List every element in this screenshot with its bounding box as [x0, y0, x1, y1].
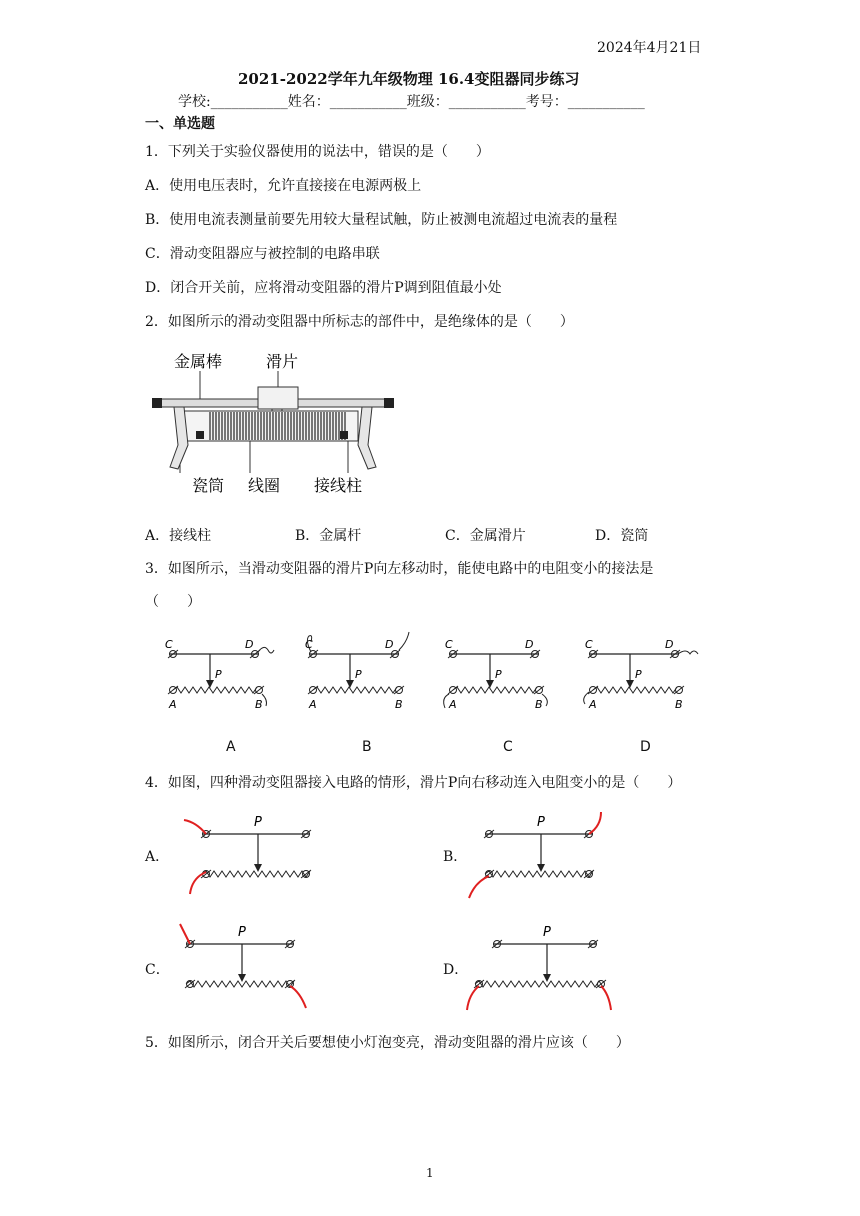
letter-b: B: [395, 698, 403, 711]
q4-option-b: B．: [443, 849, 468, 865]
resistance-wire: [475, 981, 603, 987]
header-date: 2024年4月21日: [597, 40, 702, 56]
slider-arrow: [543, 974, 551, 982]
letter-c: C: [165, 638, 173, 651]
connected-wire: [601, 986, 611, 1010]
q3-label-c: C: [503, 739, 513, 755]
label-terminal: 接线柱: [314, 476, 363, 495]
q3-diagram-a: [165, 638, 274, 711]
letter-b: B: [535, 698, 543, 711]
slider-arrow: [238, 974, 246, 982]
q4-diagram-b-svg: [465, 812, 615, 902]
q4-diagram-d-svg: [465, 922, 615, 1012]
letter-d: D: [665, 638, 674, 651]
resistance-wire: [313, 687, 397, 693]
letter-c: C: [585, 638, 593, 651]
q4-diagram-c-group: [180, 924, 306, 1008]
q1-option-a: A．使用电压表时，允许直接接在电源两极上: [145, 178, 422, 194]
q5-stem: 5．如图所示，闭合开关后要想使小灯泡变亮，滑动变阻器的滑片应该（ ）: [145, 1035, 630, 1051]
q4-diagram-a-group: [184, 815, 311, 894]
letter-d: D: [385, 638, 394, 651]
label-slider: 滑片: [266, 352, 299, 371]
q3-stem: 3．如图所示，当滑动变阻器的滑片P向左移动时，能使电路中的电阻变小的接法是: [145, 561, 654, 577]
slider-arrow: [537, 864, 545, 872]
letter-c: C: [305, 638, 313, 651]
letter-b: B: [675, 698, 683, 711]
q2-option-a: A．接线柱: [145, 528, 212, 544]
slider-arrow: [626, 680, 634, 688]
q3-label-b: B: [362, 739, 372, 755]
letter-p: P: [543, 925, 551, 940]
resistance-wire: [202, 871, 310, 877]
student-info-line: 学校:___________姓名：___________班级：___________考号：___________: [178, 94, 645, 110]
resistance-wire: [453, 687, 537, 693]
resistance-wire: [593, 687, 677, 693]
letter-p: P: [635, 668, 642, 681]
q3-label-a: A: [226, 739, 236, 755]
q2-option-d: D．瓷筒: [595, 528, 649, 544]
q3-label-d: D: [640, 739, 651, 755]
letter-d: D: [525, 638, 534, 651]
lead-wire: [399, 632, 409, 650]
label-ceramic-tube: 瓷筒: [192, 476, 225, 495]
q4-diagram-c: [172, 922, 322, 1012]
slider-arrow: [346, 680, 354, 688]
q3-stem-bracket: （ ）: [145, 594, 201, 610]
connected-wire: [469, 876, 489, 898]
q3-diagram-d: [584, 638, 698, 711]
rheostat-drawing: [148, 345, 398, 500]
q4-diagram-d-group: [467, 925, 611, 1010]
q4-diagram-c-svg: [172, 922, 322, 1012]
lead-wire: [262, 694, 267, 706]
q1-option-d: D．闭合开关前，应将滑动变阻器的滑片P调到阻值最小处: [145, 280, 502, 296]
q4-stem: 4．如图，四种滑动变阻器接入电路的情形，滑片P向右移动连入电阻变小的是（ ）: [145, 775, 682, 791]
section-heading: 一、单选题: [145, 116, 215, 132]
page-number: 1: [426, 1166, 434, 1180]
q1-stem: 1．下列关于实验仪器使用的说法中，错误的是（ ）: [145, 144, 490, 160]
letter-p: P: [537, 815, 545, 830]
page-title: 2021-2022学年九年级物理 16.4变阻器同步练习: [238, 70, 580, 88]
q3-diagram-c: [444, 638, 548, 711]
letter-p: P: [215, 668, 222, 681]
letter-a: A: [589, 698, 597, 711]
connected-wire: [290, 986, 306, 1008]
connected-wire: [180, 924, 190, 944]
q1-option-c: C．滑动变阻器应与被控制的电路串联: [145, 246, 380, 262]
lead-wire: [258, 647, 274, 653]
q3-diagrams: [155, 628, 715, 723]
letter-p: P: [254, 815, 262, 830]
slider-arrow: [254, 864, 262, 872]
label-coil: 线圈: [248, 476, 281, 495]
q4-diagram-a-svg: [180, 812, 330, 902]
q4-diagram-b-group: [469, 812, 601, 898]
connected-wire: [467, 986, 479, 1010]
q3-diagram-svg: [155, 628, 715, 723]
letter-a: A: [449, 698, 457, 711]
lead-wire: [542, 694, 547, 706]
lead-wire: [678, 651, 698, 654]
q4-option-a: A．: [145, 849, 170, 865]
letter-a: A: [309, 698, 317, 711]
letter-p: P: [495, 668, 502, 681]
q2-stem: 2．如图所示的滑动变阻器中所标志的部件中，是绝缘体的是（ ）: [145, 314, 574, 330]
resistance-wire: [485, 871, 593, 877]
q4-diagram-b: [465, 812, 615, 902]
q2-rheostat-figure: [148, 345, 398, 500]
slider-arrow: [486, 680, 494, 688]
q4-diagram-a: [180, 812, 330, 902]
letter-a: A: [169, 698, 177, 711]
letter-d: D: [245, 638, 254, 651]
q3-diagram-b: [305, 632, 409, 711]
resistance-wire: [173, 687, 257, 693]
letter-p: P: [238, 925, 246, 940]
resistance-wire: [186, 981, 294, 987]
label-metal-rod: 金属棒: [174, 352, 223, 371]
letter-b: B: [255, 698, 263, 711]
q1-option-b: B．使用电流表测量前要先用较大量程试触，防止被测电流超过电流表的量程: [145, 212, 618, 228]
letter-c: C: [445, 638, 453, 651]
slider-arrow: [206, 680, 214, 688]
q2-option-c: C．金属滑片: [445, 528, 526, 544]
q4-option-c: C．: [145, 962, 170, 978]
q4-option-d: D．: [443, 962, 469, 978]
q4-diagram-d: [465, 922, 615, 1012]
q2-option-b: B．金属杆: [295, 528, 362, 544]
letter-p: P: [355, 668, 362, 681]
